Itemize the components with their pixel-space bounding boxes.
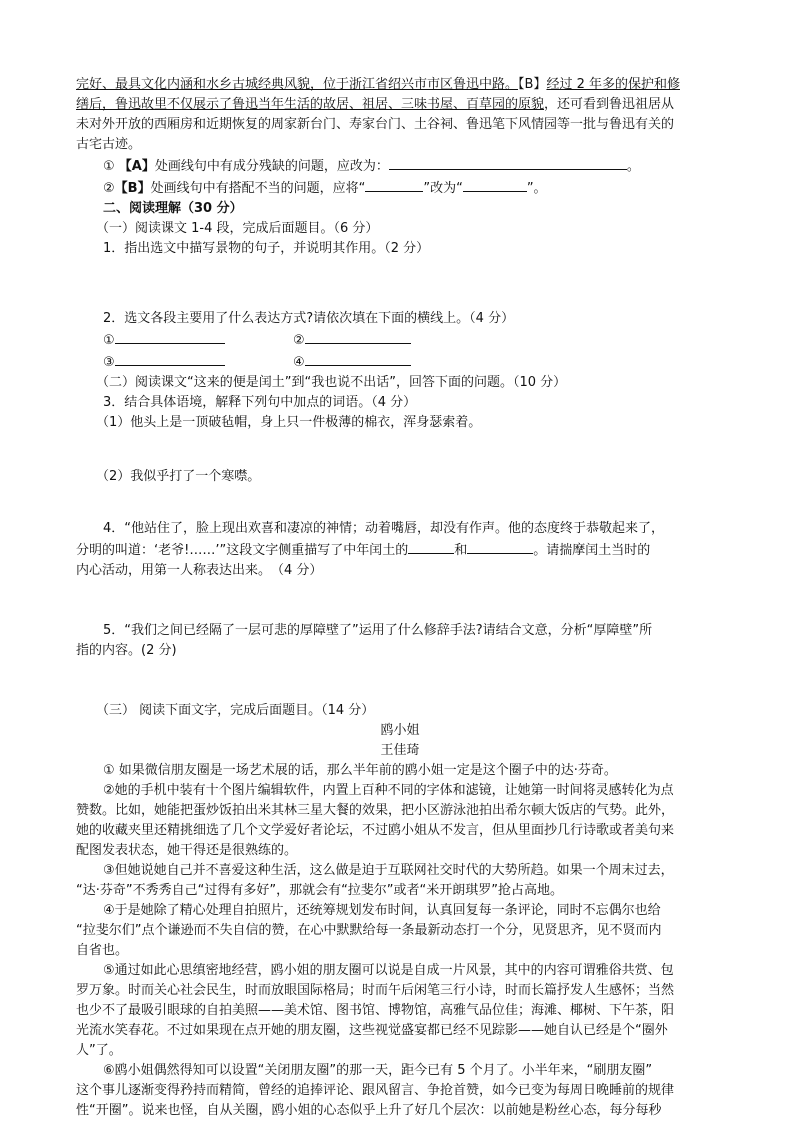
intro-line-4: 古宅古迹。	[76, 137, 142, 152]
question-4-and: 和	[454, 543, 468, 558]
intro-line-2	[76, 95, 724, 115]
underlined-sentence-a: 完好、最具文化内涵和水乡古城经典风貌，位于浙江省绍兴市市区鲁迅中路。	[76, 77, 519, 92]
answer-cell-1	[103, 329, 293, 351]
question-b-text-2: ”改为“	[423, 181, 463, 196]
answer-space-3-2[interactable]	[76, 487, 724, 519]
question-2: 2．选文各段主要用了什么表达方式?请依次填在下面的横线上。（4 分）	[103, 311, 515, 326]
answer-cell-4	[293, 351, 483, 373]
question-b-text-3: ”。	[526, 181, 547, 196]
answer-blank-a[interactable]	[389, 155, 627, 170]
question-a-text: 处画线句中有成分残缺的问题，应改为：	[154, 159, 389, 174]
answer-space-4[interactable]	[76, 581, 724, 621]
part1-heading: （一）阅读课文 1-4 段，完成后面题目。（6 分）	[96, 221, 379, 236]
paragraph-2-line-4: 配图发表状态，她干得还是很熟练的。	[76, 843, 298, 858]
answer-cell-3	[103, 351, 293, 373]
question-b	[76, 177, 724, 199]
question-4-line-2	[76, 539, 724, 561]
question-4-line-3: 内心活动，用第一人称表达出来。 （4 分）	[76, 563, 323, 578]
paragraph-2-line-2: 赞数。比如，她能把蛋炒饭拍出米其林三星大餐的效果，把小区游泳池拍出希尔顿大饭店的气势。此外，	[76, 803, 675, 818]
question-4-line-1: 4．“他站住了，脸上现出欢喜和凄凉的神情；动着嘴唇，却没有作声。他的态度终于恭敬起来了，	[103, 521, 665, 536]
underlined-sentence-b: 经过 2 年多的保护和修	[546, 77, 680, 92]
paragraph-3-line-2: “达·芬奇”不秀秀自己“过得有多好”，那就会有“拉斐尔”或者“米开朗琪罗”抢占高地。	[76, 883, 564, 898]
paragraph-6-line-3: 性“开圈”。说来也怪，自从关圈，鸥小姐的心态似乎上升了好几个层次：以前她是粉丝心态，每分每秒	[76, 1103, 662, 1118]
paragraph-5-line-1: ⑤通过如此心思缜密地经营，鸥小姐的朋友圈可以说是自成一片风景，其中的内容可谓雅俗共赏、包	[103, 963, 674, 978]
answer-space-5[interactable]	[76, 661, 724, 701]
question-5-line-1: 5．“我们之间已经隔了一层可悲的厚障壁了”运用了什么修辞手法?请结合文意，分析“厚障壁”所	[103, 623, 653, 638]
intro-text: ，还可看到鲁迅祖居从	[544, 97, 675, 112]
answer-blank-2-1[interactable]	[115, 329, 225, 344]
underlined-sentence-b-cont: 缮后，鲁迅故里不仅展示了鲁迅当年生活的故居、祖居、三味书屋、百草园的原貌	[76, 97, 545, 112]
answer-row-1	[76, 329, 724, 351]
circle-number-2: ②	[103, 181, 115, 196]
paragraph-5-line-5: 人”了。	[76, 1043, 122, 1058]
question-3-1: （1）他头上是一顶破毡帽，身上只一件极薄的棉衣，浑身瑟索着。	[96, 415, 482, 430]
question-5-line-2: 指的内容。(2 分)	[76, 643, 177, 658]
paragraph-4-line-2: “拉斐尔们”点个谦逊而不失自信的赞，在心中默默给每一条最新动态打一个分，见贤思齐，见不贤而内	[76, 923, 662, 938]
marker-a: 【A】	[118, 159, 155, 174]
question-3: 3．结合具体语境，解释下列句中加点的词语。（4 分）	[103, 395, 417, 410]
part2-heading: （二）阅读课文“这来的便是闰土”到“我也说不出话”，回答下面的问题。（10 分）	[96, 375, 567, 390]
paragraph-6-line-2: 这个事儿逐渐变得矜持而精简，曾经的追捧评论、跟风留言、争抢首赞，如今已变为每周日晚睡前的规律	[76, 1083, 675, 1098]
circle-number-1: ①	[103, 159, 115, 174]
part3-heading: （三） 阅读下面文字，完成后面题目。（14 分）	[96, 703, 375, 718]
answer-blank-b2[interactable]	[463, 177, 527, 192]
answer-row-2	[76, 351, 724, 373]
paragraph-4-line-1: ④于是她除了精心处理自拍照片，还统筹规划发布时间，认真回复每一条评论，同时不忘偶尔也给	[103, 903, 661, 918]
paragraph-5-line-2: 罗万象。时而关心社会民生，时而放眼国际格局；时而午后闲笔三行小诗，时而长篇抒发人生感怀；当然	[76, 983, 675, 998]
answer-space-3-1[interactable]	[76, 433, 724, 467]
paragraph-4-line-3: 自省也。	[76, 943, 129, 958]
answer-blank-4-2[interactable]	[467, 539, 533, 554]
paragraph-2-line-1: ②她的手机中装有十个图片编辑软件，内置上百种不同的字体和滤镜，让她第一时间将灵感转化为点	[103, 783, 674, 798]
answer-space-1[interactable]	[76, 259, 724, 309]
paragraph-5-line-4: 光流水笑春花。不过如果现在点开她的朋友圈，这些视觉盛宴都已经不见踪影——她自认已经是个“圈外	[76, 1023, 668, 1038]
section-heading-2: 二、阅读理解（30 分）	[103, 201, 243, 216]
intro-line-3: 未对外开放的西厢房和近期恢复的周家新台门、寿家台门、土谷祠、鲁迅笔下风情园等一批与鲁迅有关的	[76, 117, 675, 132]
answer-cell-2	[293, 329, 483, 351]
question-a	[76, 155, 724, 177]
paragraph-5-line-3: 也少不了最吸引眼球的自拍美照——美术馆、图书馆、博物馆，高雅气品位佳；海滩、椰树、下午茶，阳	[76, 1003, 675, 1018]
paragraph-3-line-1: ③但她说她自己并不喜爱这种生活，这么做是迫于互联网社交时代的大势所趋。如果一个周末过去，	[103, 863, 674, 878]
article-title: 鸥小姐	[380, 723, 420, 738]
circle-number-2: ②	[293, 333, 305, 348]
question-a-end: 。	[626, 159, 640, 174]
answer-blank-4-1[interactable]	[408, 539, 454, 554]
question-4-text-2: 。请揣摩闰土当时的	[533, 543, 651, 558]
answer-blank-2-3[interactable]	[115, 351, 225, 366]
marker-b-bold: 【B】	[114, 181, 151, 196]
answer-blank-2-4[interactable]	[305, 351, 411, 366]
circle-number-1: ①	[103, 333, 115, 348]
circle-number-4: ④	[293, 355, 305, 370]
question-b-text: 处画线句中有搭配不当的问题，应将“	[150, 181, 366, 196]
page-content	[76, 75, 724, 1121]
question-4-text: 分明的叫道：‘老爷!……’”这段文字侧重描写了中年闰土的	[76, 543, 409, 558]
circle-number-3: ③	[103, 355, 115, 370]
paragraph-1: ① 如果微信朋友圈是一场艺术展的话，那么半年前的鸥小姐一定是这个圈子中的达·芬奇。	[103, 763, 617, 778]
article-author: 王佳琦	[380, 743, 420, 758]
question-1: 1．指出选文中描写景物的句子，并说明其作用。（2 分）	[103, 241, 430, 256]
marker-b: 【B】	[518, 77, 547, 92]
paragraph-2-line-3: 她的收藏夹里还精挑细选了几个文学爱好者论坛，不过鸥小姐从不发言，但从里面抄几行诗歌或者美句来	[76, 823, 675, 838]
paragraph-6-line-1: ⑥鸥小姐偶然得知可以设置“关闭朋友圈”的那一天，距今已有 5 个月了。小半年来，“刷朋友圈”	[103, 1063, 653, 1078]
answer-blank-2-2[interactable]	[305, 329, 411, 344]
intro-line-1	[76, 75, 724, 95]
answer-blank-b1[interactable]	[365, 177, 423, 192]
question-3-2: （2）我似乎打了一个寒噤。	[96, 469, 261, 484]
